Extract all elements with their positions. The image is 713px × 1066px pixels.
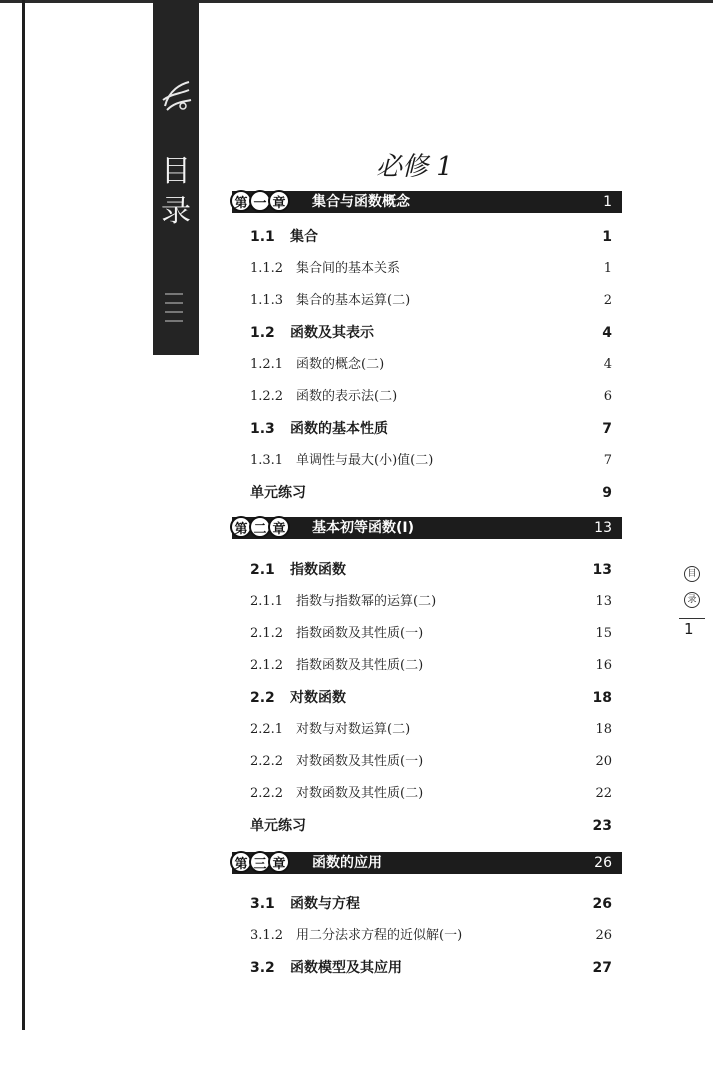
entry-page: 27 (592, 960, 612, 976)
chapter-badge-char: 第 (230, 851, 252, 873)
entry-number: 1.2 (250, 325, 275, 341)
entry-title: 单调性与最大(小)值(二) (296, 453, 434, 468)
entry-title-group (250, 783, 423, 805)
entry-title-group (250, 591, 436, 613)
entry-page: 13 (595, 594, 612, 609)
entry-title: 对数函数 (290, 690, 346, 706)
chapter-page: 26 (594, 855, 612, 871)
toc-exercise-entry[interactable] (250, 482, 622, 504)
entry-page: 16 (595, 658, 612, 673)
chapter-badge-char: 一 (249, 190, 271, 212)
chapter-badge-char: 三 (249, 851, 271, 873)
chapter-badge-char: 章 (268, 516, 290, 538)
chapter-badge-char: 章 (268, 851, 290, 873)
chapter-badge-char: 第 (230, 516, 252, 538)
chapter-heading[interactable] (232, 191, 622, 213)
swirl-logo-icon (159, 76, 193, 114)
entry-page: 18 (595, 722, 612, 737)
chapter-badge (230, 849, 290, 875)
entry-number: 1.2.1 (250, 357, 284, 372)
entry-number: 2.2.2 (250, 754, 284, 769)
entry-title-group (250, 893, 360, 915)
entry-page: 26 (595, 928, 612, 943)
entry-title-group (250, 559, 346, 581)
entry-number: 3.2 (250, 960, 275, 976)
entry-title: 用二分法求方程的近似解(一) (296, 928, 463, 943)
entry-title-group (250, 386, 397, 408)
chapter-title: 基本初等函数(Ⅰ) (312, 520, 415, 536)
toc-subsection-entry[interactable] (250, 258, 622, 280)
entry-title-group (250, 815, 306, 837)
sidebar-band (153, 0, 199, 355)
chapter-page: 1 (603, 194, 612, 210)
entry-page: 15 (595, 626, 612, 641)
entry-title-group (250, 322, 374, 344)
entry-title: 对数函数及其性质(一) (296, 754, 424, 769)
toc-subsection-entry[interactable] (250, 450, 622, 472)
entry-number: 1.3.1 (250, 453, 284, 468)
entry-title-group (250, 957, 402, 979)
left-margin-rule (22, 0, 25, 1030)
toc-subsection-entry[interactable] (250, 783, 622, 805)
entry-number: 1.2.2 (250, 389, 284, 404)
toc-subsection-entry[interactable] (250, 655, 622, 677)
toc-exercise-entry[interactable] (250, 815, 622, 837)
entry-number: 1.1 (250, 229, 275, 245)
side-tab-char: 目 (684, 566, 700, 582)
entry-page: 18 (592, 690, 612, 706)
entry-title-group (250, 482, 306, 504)
entry-title: 指数函数 (290, 562, 346, 578)
entry-number: 2.1 (250, 562, 275, 578)
entry-number: 2.1.1 (250, 594, 284, 609)
chapter-badge (230, 514, 290, 540)
toc-section-entry[interactable] (250, 559, 622, 581)
toc-section-entry[interactable] (250, 957, 622, 979)
toc-subsection-entry[interactable] (250, 751, 622, 773)
toc-section-entry[interactable] (250, 893, 622, 915)
entry-title-group (250, 450, 433, 472)
chapter-badge-char: 二 (249, 516, 271, 538)
entry-title-group (250, 687, 346, 709)
toc-subsection-entry[interactable] (250, 623, 622, 645)
toc-section-entry[interactable] (250, 418, 622, 440)
entry-title-group (250, 354, 384, 376)
chapter-heading[interactable] (232, 852, 622, 874)
side-tab (674, 566, 710, 616)
toc-section-entry[interactable] (250, 687, 622, 709)
entry-title: 对数与对数运算(二) (296, 722, 411, 737)
entry-number: 2.2.1 (250, 722, 284, 737)
entry-page: 13 (592, 562, 612, 578)
entry-title-group (250, 751, 423, 773)
entry-title: 指数与指数幂的运算(二) (296, 594, 437, 609)
chapter-badge-char: 章 (268, 190, 290, 212)
entry-title-group (250, 418, 388, 440)
chapter-title: 函数的应用 (312, 855, 382, 871)
side-tab-char: 录 (684, 592, 700, 608)
entry-title-group (250, 655, 423, 677)
toc-subsection-entry[interactable] (250, 925, 622, 947)
entry-page: 26 (592, 896, 612, 912)
entry-page: 4 (602, 325, 612, 341)
entry-page: 9 (602, 485, 612, 501)
entry-title: 集合 (290, 229, 318, 245)
entry-page: 2 (603, 293, 612, 308)
entry-number: 3.1 (250, 896, 275, 912)
entry-page: 23 (592, 818, 612, 834)
entry-page: 1 (602, 229, 612, 245)
entry-number: 1.1.2 (250, 261, 284, 276)
toc-subsection-entry[interactable] (250, 290, 622, 312)
entry-page: 7 (603, 453, 612, 468)
entry-title: 函数的基本性质 (290, 421, 388, 437)
toc-subsection-entry[interactable] (250, 719, 622, 741)
book-title: 必修 1 (376, 152, 453, 182)
toc-subsection-entry[interactable] (250, 354, 622, 376)
entry-number: 2.2.2 (250, 786, 284, 801)
entry-title-group (250, 925, 462, 947)
entry-title: 函数及其表示 (290, 325, 374, 341)
entry-title: 集合间的基本关系 (296, 261, 401, 276)
chapter-badge (230, 188, 290, 214)
entry-title-group (250, 290, 410, 312)
entry-title-group (250, 226, 318, 248)
toc-section-entry[interactable] (250, 322, 622, 344)
entry-title-group (250, 258, 400, 280)
toc-subsection-entry[interactable] (250, 591, 622, 613)
entry-title: 函数与方程 (290, 896, 360, 912)
top-rule (0, 0, 713, 3)
entry-title-group (250, 623, 423, 645)
contents-heading: 目 录 (161, 154, 191, 229)
chapter-page: 13 (594, 520, 612, 536)
entry-title: 函数模型及其应用 (290, 960, 402, 976)
side-tab-rule (679, 618, 705, 619)
toc-section-entry[interactable] (250, 226, 622, 248)
entry-number: 2.1.2 (250, 626, 284, 641)
entry-page: 7 (602, 421, 612, 437)
entry-number: 2.2 (250, 690, 275, 706)
sidebar-decoration (161, 286, 191, 346)
entry-page: 22 (595, 786, 612, 801)
entry-title: 对数函数及其性质(二) (296, 786, 424, 801)
chapter-title: 集合与函数概念 (312, 194, 410, 210)
chapter-heading[interactable] (232, 517, 622, 539)
entry-page: 20 (595, 754, 612, 769)
entry-title: 指数函数及其性质(一) (296, 626, 424, 641)
entry-title: 指数函数及其性质(二) (296, 658, 424, 673)
toc-subsection-entry[interactable] (250, 386, 622, 408)
page-number: 1 (684, 620, 694, 638)
entry-title: 单元练习 (250, 818, 306, 834)
entry-title: 函数的概念(二) (296, 357, 385, 372)
entry-number: 3.1.2 (250, 928, 284, 943)
entry-page: 1 (603, 261, 612, 276)
chapter-badge-char: 第 (230, 190, 252, 212)
entry-title: 函数的表示法(二) (296, 389, 398, 404)
entry-number: 1.3 (250, 421, 275, 437)
entry-title: 单元练习 (250, 485, 306, 501)
entry-page: 6 (603, 389, 612, 404)
entry-title: 集合的基本运算(二) (296, 293, 411, 308)
entry-number: 2.1.2 (250, 658, 284, 673)
entry-page: 4 (603, 357, 612, 372)
entry-title-group (250, 719, 410, 741)
entry-number: 1.1.3 (250, 293, 284, 308)
